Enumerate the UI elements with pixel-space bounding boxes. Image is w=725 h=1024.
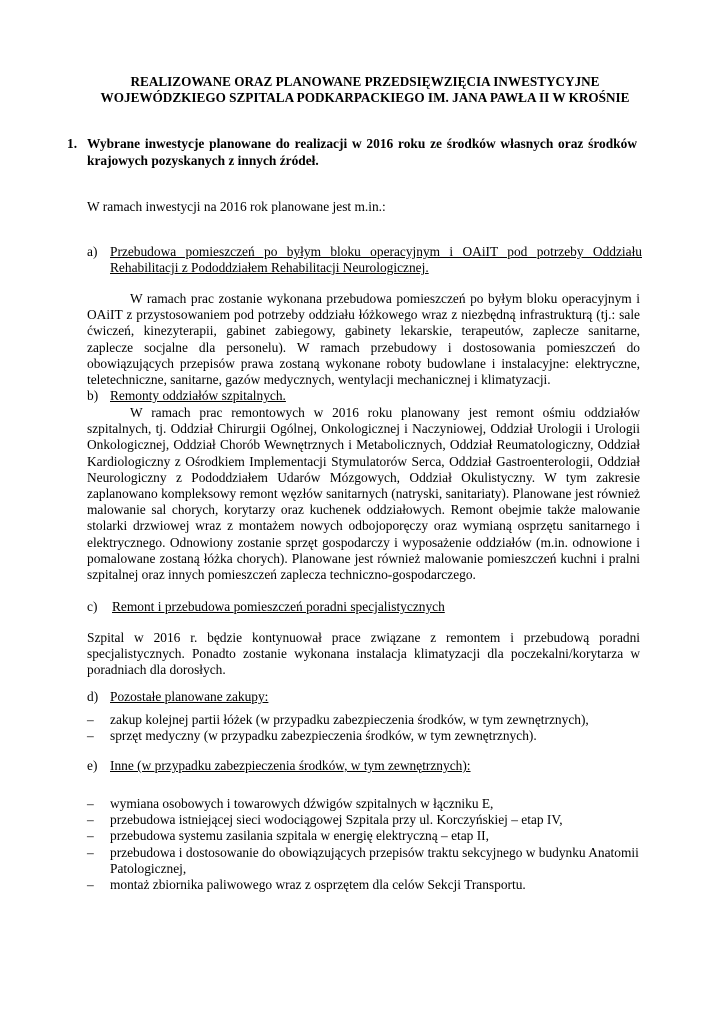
- dash-bullet: –: [87, 877, 94, 893]
- dash-bullet: –: [87, 728, 94, 744]
- section-e-list: [87, 796, 642, 893]
- list-item: [87, 812, 642, 828]
- section-b-body: W ramach prac remontowych w 2016 roku planowany jest remont ośmiu oddziałów szpitalnych, tj. Oddział Chirurgii Ogólnej, Onkologicznej i Naczyniowej, Oddział Urologii i Urologii Onkologicznej, Oddział Chorób Wewnętrznych i Metabolicznych, Oddział Reumatologiczny, Oddział Kardiologiczny z Ośrodkiem Implementacji Stymulatorów Serca, Oddział Gastroenterologii, Oddział Neurologiczny z Pododdziałem Udarów Mózgowych, Oddział Okulistyczny. W tym zakresie zaplanowano kompleksowy remont węzłów sanitarnych (natryski, sanitariaty). Planowane jest również malowanie sal chorych, korytarzy oraz kuchenek oddziałowych. Remont obejmie także malowanie stolarki drzwiowej wraz z montażem nowych odbojoporęczy oraz wymianą osprzętu sanitarnego i elektrycznego. Odnowiony zostanie sprzęt gospodarczy i wyposażenie oddziałów (m.in. odnowione i pomalowane zostaną łóżka chorych). Planowane jest również malowanie pomieszczeń kuchni i pralni szpitalnej oraz innych pomieszczeń zaplecza techniczno-gospodarczego.: [87, 405, 640, 583]
- section-d-heading-text: Pozostałe planowane zakupy:: [110, 689, 269, 704]
- dash-bullet: –: [87, 828, 94, 844]
- section-a-body: W ramach prac zostanie wykonana przebudowa pomieszczeń po byłym bloku operacyjnym i OAiIT z przystosowaniem pod potrzeby oddziału łóżkowego wraz z niezbędną infrastrukturą (tj.: sale ćwiczeń, kinezyterapii, gabinet zabiegowy, gabinety lekarskie, terapeutów, zaplecze sanitarne, zaplecze socjalne dla personelu). W ramach przebudowy i dostosowania pomieszczeń do obowiązujących przepisów prawa zostaną wykonane roboty budowlane i instalacyjne: elektryczne, teletechniczne, sanitarne, gazów medycznych, wentylacji mechanicznej i klimatyzacji.: [87, 291, 640, 388]
- section-c-heading-text: Remont i przebudowa pomieszczeń poradni specjalistycznych: [112, 599, 445, 614]
- dash-bullet: –: [87, 796, 94, 811]
- list-item-text: przebudowa istniejącej sieci wodociągowej Szpitala przy ul. Korczyńskiej – etap IV,: [110, 812, 563, 828]
- section-d-marker: d): [87, 689, 99, 704]
- list-item-text: zakup kolejnej partii łóżek (w przypadku zabezpieczenia środków, w tym zewnętrznych),: [110, 712, 589, 727]
- list-item: [87, 828, 642, 844]
- list-item: [87, 796, 642, 812]
- section-b-marker: b): [87, 388, 99, 403]
- dash-bullet: –: [87, 812, 94, 828]
- list-item: [87, 845, 642, 877]
- section-a-marker: a): [87, 244, 98, 259]
- section-e-marker: e): [87, 758, 98, 773]
- title-line-1: REALIZOWANE ORAZ PLANOWANE PRZEDSIĘWZIĘCIA INWESTYCYJNE: [130, 74, 600, 89]
- section-b-heading-text: Remonty oddziałów szpitalnych.: [110, 388, 286, 403]
- section-c-body: Szpital w 2016 r. będzie kontynuował prace związane z remontem i przebudową poradni specjalistycznych. Ponadto zostanie wykonana instalacja klimatyzacji dla poczekalni/korytarza w poradniach dla dorosłych.: [87, 630, 640, 678]
- list-item: [87, 712, 642, 728]
- section-c-marker: c): [87, 599, 98, 614]
- section-a-heading-text: Przebudowa pomieszczeń po byłym bloku operacyjnym i OAiIT pod potrzeby Oddziału Rehabilitacji z Pododdziałem Rehabilitacji Neurologicznej.: [110, 244, 642, 276]
- section-e-heading-text: Inne (w przypadku zabezpieczenia środków, w tym zewnętrznych):: [110, 758, 471, 773]
- title-line-2: WOJEWÓDZKIEGO SZPITALA PODKARPACKIEGO IM. JANA PAWŁA II W KROŚNIE: [100, 90, 630, 105]
- list-item-text: przebudowa systemu zasilania szpitala w energię elektryczną – etap II,: [110, 828, 489, 844]
- section-d-list: [87, 712, 642, 744]
- section-1-heading-text: Wybrane inwestycje planowane do realizacji w 2016 roku ze środków własnych oraz środków krajowych pozyskanych z innych źródeł.: [87, 136, 637, 168]
- list-item-text: montaż zbiornika paliwowego wraz z osprzętem dla celów Sekcji Transportu.: [110, 877, 526, 893]
- list-item-text: przebudowa i dostosowanie do obowiązujących przepisów traktu sekcyjnego w budynku Anatomii Patologicznej,: [110, 844, 639, 876]
- list-item-text: wymiana osobowych i towarowych dźwigów szpitalnych w łączniku E,: [110, 796, 494, 811]
- dash-bullet: –: [87, 844, 94, 860]
- section-1-heading: [67, 136, 637, 169]
- intro-text: W ramach inwestycji na 2016 rok planowane jest m.in.:: [87, 199, 386, 214]
- list-item-text: sprzęt medyczny (w przypadku zabezpieczenia środków, w tym zewnętrznych).: [110, 728, 537, 744]
- dash-bullet: –: [87, 712, 94, 727]
- document-title: [60, 74, 670, 106]
- list-item: [87, 877, 642, 893]
- list-item: [87, 728, 642, 744]
- section-1-number: 1.: [67, 136, 78, 151]
